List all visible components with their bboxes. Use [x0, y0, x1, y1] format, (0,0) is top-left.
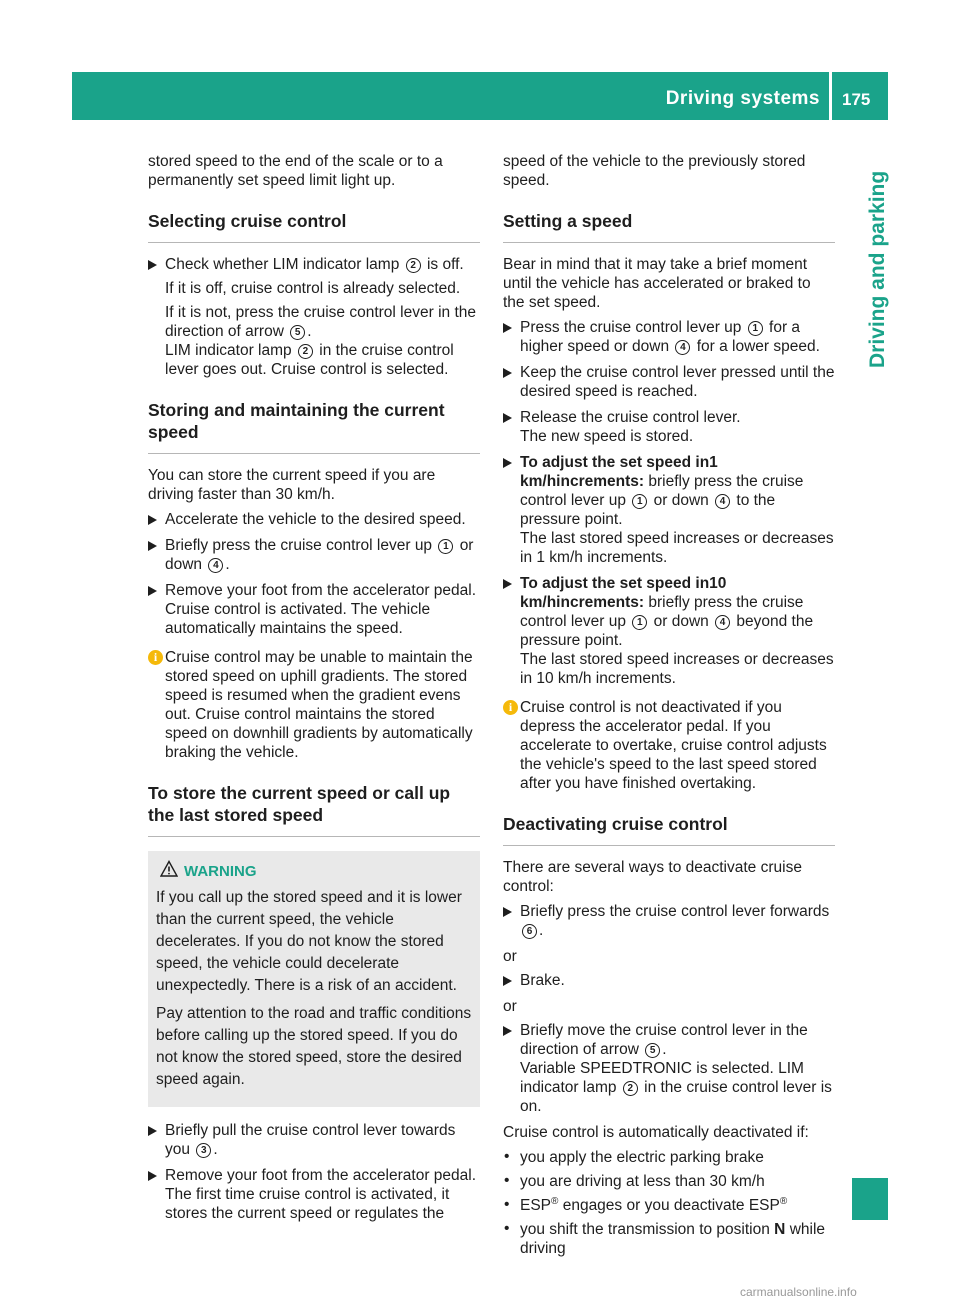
step-arrow-icon [503, 368, 512, 378]
step-arrow-icon [503, 579, 512, 589]
instruction-step: To adjust the set speed in1 km/hincrements: briefly press the cruise control lever up 1 or down 4 to the pressure point. The last stored speed increases or decreases in 1 km/h increments. [503, 453, 835, 567]
or-text: or [503, 948, 517, 965]
callout-4-icon: 4 [715, 494, 730, 509]
step-arrow-icon [503, 1026, 512, 1036]
callout-2-icon: 2 [406, 258, 421, 273]
callout-6-icon: 6 [522, 924, 537, 939]
instruction-step: Briefly pull the cruise control lever towards you 3 . [148, 1121, 480, 1159]
paragraph: Bear in mind that it may take a brief moment until the vehicle has accelerated or braked to the set speed. [503, 256, 811, 311]
instruction-step: Remove your foot from the accelerator pedal. Cruise control is activated. The vehicle automatically maintains the speed. [148, 581, 480, 638]
step-arrow-icon [148, 260, 157, 270]
warning-text: If you call up the stored speed and it is lower than the current speed, the vehicle decelerates. If you do not know the stored speed, the vehicle could decelerate unexpectedly. There is a risk of an accident. [156, 889, 462, 994]
step-arrow-icon [503, 458, 512, 468]
chapter-label-text: Driving and parking [866, 170, 889, 368]
step-arrow-icon [148, 586, 157, 596]
instruction-step: Accelerate the vehicle to the desired speed. [148, 510, 480, 529]
instruction-step: Briefly press the cruise control lever forwards 6 . [503, 902, 835, 940]
heading-deactivating-cruise-control: Deactivating cruise control [503, 813, 835, 846]
continued-text: stored speed to the end of the scale or to a permanently set speed limit light up. [148, 153, 443, 189]
callout-1-icon: 1 [438, 539, 453, 554]
or-text: or [503, 998, 517, 1015]
info-note: i Cruise control is not deactivated if you depress the accelerator pedal. If you accelerate to overtake, cruise control adjusts the vehicle's speed to the last speed stored after you have finished overtaking. [503, 698, 835, 793]
step-arrow-icon [503, 907, 512, 917]
step-arrow-icon [148, 1126, 157, 1136]
step-arrow-icon [148, 541, 157, 551]
instruction-step: Keep the cruise control lever pressed until the desired speed is reached. [503, 363, 835, 401]
list-item: • ESP® engages or you deactivate ESP® [504, 1195, 788, 1214]
heading-storing-speed: Storing and maintaining the current speed [148, 399, 480, 454]
instruction-step: Briefly press the cruise control lever up 1 or down 4 . [148, 536, 480, 574]
info-icon: i [503, 700, 518, 715]
warning-text: Pay attention to the road and traffic conditions before calling up the stored speed. If you do not know the stored speed, store the desired speed again. [156, 1005, 472, 1088]
column-left [148, 152, 480, 1230]
list-item: • you are driving at less than 30 km/h [504, 1172, 765, 1190]
chapter-tab [852, 1178, 888, 1220]
paragraph: Cruise control is automatically deactivated if: [503, 1124, 809, 1141]
list-item: • you apply the electric parking brake [504, 1148, 764, 1166]
instruction-step: To adjust the set speed in10 km/hincrements: briefly press the cruise control lever up 1 or down 4 beyond the pressure point. The last stored speed increases or decreases in 10 km/h increments. [503, 574, 835, 688]
instruction-step: Brake. [503, 971, 835, 990]
callout-1-icon: 1 [632, 615, 647, 630]
step-arrow-icon [503, 976, 512, 986]
step-arrow-icon [148, 1171, 157, 1181]
info-note: i Cruise control may be unable to maintain the stored speed on uphill gradients. The stored speed is resumed when the gradient evens out. Cruise control maintains the stored speed on downhill gradients by automatically braking the vehicle. [148, 648, 480, 762]
callout-4-icon: 4 [715, 615, 730, 630]
chapter-side-label [863, 148, 893, 368]
section-title: Driving systems [665, 88, 820, 109]
paragraph: You can store the current speed if you are driving faster than 30 km/h. [148, 467, 436, 503]
callout-4-icon: 4 [675, 340, 690, 355]
paragraph: There are several ways to deactivate cruise control: [503, 859, 802, 895]
header-separator [829, 72, 832, 120]
callout-3-icon: 3 [196, 1143, 211, 1158]
callout-5-icon: 5 [290, 325, 305, 340]
step-note: If it is not, press the cruise control lever in the direction of arrow 5 . LIM indicator lamp 2 in the cruise control lever goes out. Cruise control is selected. [165, 304, 476, 378]
callout-2-icon: 2 [623, 1081, 638, 1096]
heading-setting-a-speed: Setting a speed [503, 210, 835, 243]
callout-4-icon: 4 [208, 558, 223, 573]
callout-5-icon: 5 [645, 1043, 660, 1058]
warning-triangle-icon [160, 860, 178, 878]
column-right [503, 152, 835, 1263]
continued-text: speed of the vehicle to the previously stored speed. [503, 153, 806, 189]
page-number: 175 [842, 90, 871, 109]
step-arrow-icon [503, 413, 512, 423]
step-note: If it is off, cruise control is already selected. [165, 280, 461, 297]
callout-1-icon: 1 [632, 494, 647, 509]
instruction-step: Release the cruise control lever. The new speed is stored. [503, 408, 835, 446]
step-arrow-icon [503, 323, 512, 333]
warning-title: WARNING [184, 861, 472, 883]
watermark[interactable]: carmanualsonline.info [740, 1285, 857, 1299]
heading-selecting-cruise-control: Selecting cruise control [148, 210, 480, 243]
instruction-step: Press the cruise control lever up 1 for a higher speed or down 4 for a lower speed. [503, 318, 835, 356]
info-icon: i [148, 650, 163, 665]
heading-store-or-call-up: To store the current speed or call up the last stored speed [148, 782, 480, 837]
callout-1-icon: 1 [748, 321, 763, 336]
step-arrow-icon [148, 515, 157, 525]
warning-box [148, 851, 480, 1107]
list-item: • you shift the transmission to position N while driving [504, 1220, 826, 1257]
instruction-step: Check whether LIM indicator lamp 2 is off. If it is off, cruise control is already selected. If it is not, press the cruise control lever in the direction of arrow 5 . LIM indicator lamp 2 in the cruise control lever goes out. Cruise control is selected. [148, 255, 480, 379]
instruction-step: Remove your foot from the accelerator pedal. The first time cruise control is activated, it stores the current speed or regulates the [148, 1166, 480, 1223]
callout-2-icon: 2 [298, 344, 313, 359]
instruction-step: Briefly move the cruise control lever in the direction of arrow 5 . Variable SPEEDTRONIC is selected. LIM indicator lamp 2 in the cruise control lever is on. [503, 1021, 835, 1116]
